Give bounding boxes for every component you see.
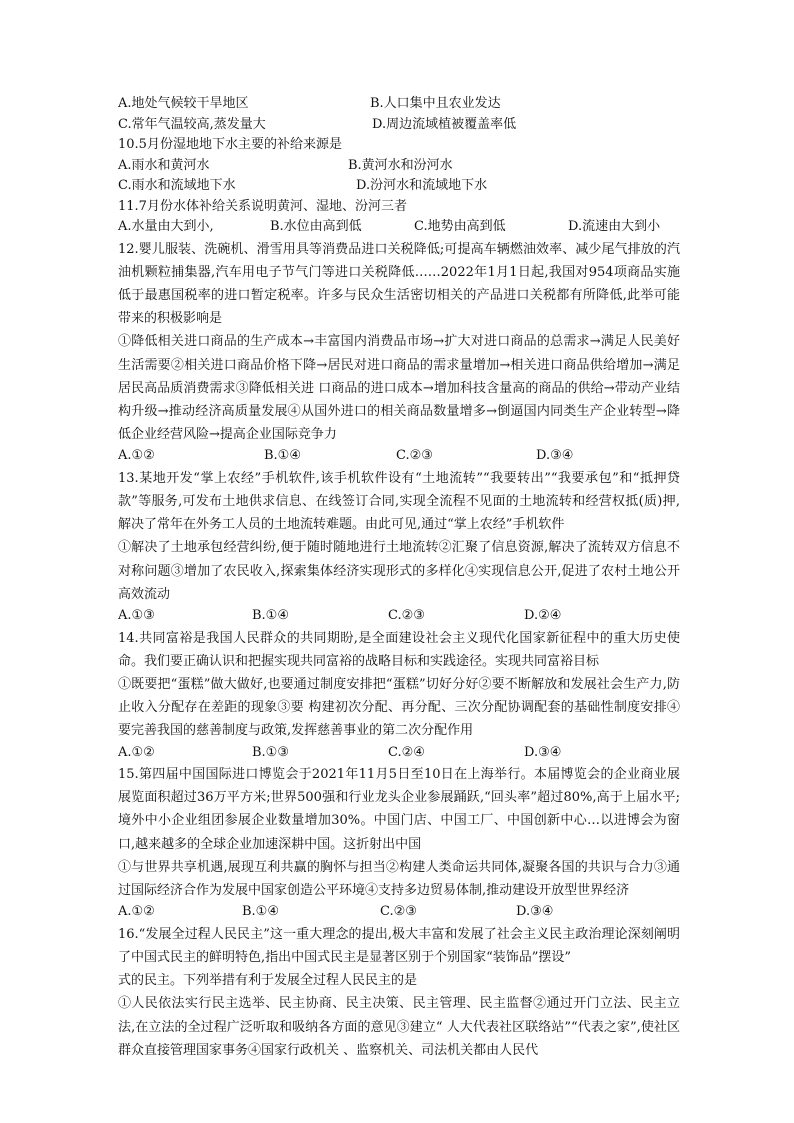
- q10-stem: 10.5月份湿地地下水主要的补给来源是: [118, 137, 342, 152]
- q13-stem: 13.某地开发“掌上农经”手机软件,该手机软件设有“土地流转”“我要转出”“我要承包”和“抵押贷款”等服务,可发布土地供求信息、在线签订合同,实现全流程不见面的土地流转和经营权抵(质)押,解决了常年在外务工人员的土地流转难题。由此可见,通过“掌上农经”手机软件: [118, 470, 680, 533]
- q11-option-c: C.地势由高到低: [414, 219, 506, 234]
- q10-option-c: C.雨水和流域地下水: [118, 178, 236, 193]
- q9-option-a: A.地处气候较干旱地区: [118, 96, 249, 111]
- q16-stem-continued: 式的民主。下列举措有利于发展全过程人民民主的是: [118, 973, 418, 989]
- q12-option-a: A.①②: [118, 448, 155, 464]
- q15-options: [118, 902, 680, 923]
- q16-stem: 16.“发展全过程人民民主”这一重大理念的提出,极大丰富和发展了社会主义民主政治理论深刻阐明了中国式民主的鲜明特色,指出中国式民主是显著区别于个别国家“装饰品”摆设”: [118, 926, 680, 965]
- q12-option-d: D.③④: [536, 448, 574, 464]
- q14-option-c: C.②④: [388, 744, 425, 760]
- q10-options-row2: [118, 176, 680, 197]
- q10-option-b: B.黄河水和汾河水: [348, 157, 453, 173]
- q11-stem: 11.7月份水体补给关系说明黄河、湿地、汾河三者: [118, 198, 407, 214]
- q9-options-row2: [118, 115, 680, 136]
- q13-options: [118, 606, 680, 627]
- q9-options-row1: [118, 94, 680, 115]
- q12-options: [118, 446, 680, 467]
- q14-option-b: B.①③: [252, 744, 289, 760]
- q12-option-c: C.②③: [396, 448, 433, 464]
- q10-option-d: D.汾河水和流域地下水: [356, 178, 488, 193]
- q15-option-c: C.②③: [380, 904, 417, 920]
- q15-stem: 15.第四届中国国际进口博览会于2021年11月5日至10日在上海举行。本届博览会的企业商业展展览面积超过36万平方米;世界500强和行业龙头企业参展踊跃,“回头率”超过80%,高于上届水平;境外中小企业组团参展企业数量增加30%。中国门店、中国工厂、中国创新中心…以进博会为窗口,越来越多的全球企业加速深耕中国。这折射出中国: [118, 767, 680, 852]
- q9-option-d: D.周边流域植被覆盖率低: [372, 116, 517, 132]
- q15-option-a: A.①②: [118, 904, 155, 920]
- q14-stem: 14.共同富裕是我国人民群众的共同期盼,是全面建设社会主义现代化国家新征程中的重大历史使命。我们要正确认识和把握实现共同富裕的战略目标和实践途径。实现共同富裕目标: [118, 630, 680, 669]
- q14-option-d: D.③④: [524, 744, 562, 760]
- q11-option-d: D.流速由大到小: [568, 219, 661, 234]
- q10-options-row1: [118, 156, 680, 177]
- q15-option-b: B.①④: [242, 904, 279, 920]
- q14-options: [118, 743, 680, 764]
- q12-option-b: B.①④: [264, 448, 301, 464]
- q12-statements: ①降低相关进口商品的生产成本→丰富国内消费品市场→扩大对进口商品的总需求→满足人民美好生活需要②相关进口商品价格下降→居民对进口商品的需求量增加→相关进口商品供给增加→满足居民高品质消费需求③降低相关进 口商品的进口成本→增加科技含量高的商品的供给→带动产业结构升级→推动经济高质量发展④从国外进口的相关商品数量增多→倒逼国内同类生产企业转型→降低企业经营风险→提高企业国际竞争力: [118, 334, 680, 443]
- q13-option-d: D.②④: [524, 608, 562, 624]
- q14-statements: ①既要把“蛋糕”做大做好,也要通过制度安排把“蛋糕”切好分好②要不断解放和发展社会生产力,防止收入分配存在差距的现象③要 构建初次分配、再分配、三次分配协调配套的基础性制度安排④要完善我国的慈善制度与政策,发挥慈善事业的第二次分配作用: [118, 676, 680, 739]
- q11-option-a: A.水量由大到小,: [118, 219, 214, 234]
- q9-option-c: C.常年气温较高,蒸发量大: [118, 116, 266, 132]
- q13-option-a: A.①③: [118, 608, 155, 624]
- q13-option-c: C.②③: [388, 608, 425, 624]
- q16-statements: ①人民依法实行民主选举、民主协商、民主决策、民主管理、民主监督②通过开门立法、民主立法,在立法的全过程广泛听取和吸纳各方面的意见③建立“ 人大代表社区联络站”“代表之家”,使社区群众直接管理国家事务④国家行政机关 、监察机关、司法机关都由人民代: [118, 996, 680, 1058]
- exam-page: [118, 94, 680, 1062]
- q13-statements: ①解决了土地承包经营纠纷,便于随时随地进行土地流转②汇聚了信息资源,解决了流转双方信息不对称问题③增加了农民收入,探索集体经济实现形式的多样化④实现信息公开,促进了农村土地公开高效流动: [118, 540, 680, 602]
- q15-option-d: D.③④: [516, 904, 554, 920]
- q11-options: [118, 217, 680, 238]
- q11-option-b: B.水位由高到低: [270, 219, 362, 234]
- q9-option-b: B.人口集中且农业发达: [370, 96, 501, 111]
- q14-option-a: A.①②: [118, 744, 155, 760]
- q12-stem: 12.婴儿服装、洗碗机、滑雪用具等消费品进口关税降低;可提高车辆燃油效率、减少尾气排放的汽油机颗粒捕集器,汽车用电子节气门等进口关税降低……2022年1月1日起,我国对954项商品实施低于最惠国税率的进口暂定税率。许多与民众生活密切相关的产品进口关税都有所降低,此举可能带来的积极影响是: [118, 241, 680, 327]
- q15-statements: ①与世界共享机遇,展现互利共赢的胸怀与担当②构建人类命运共同体,凝聚各国的共识与合力③通过国际经济合作为发展中国家创造公平环境④支持多边贸易体制,推动建设开放型世界经济: [118, 859, 680, 899]
- q13-option-b: B.①④: [252, 608, 289, 624]
- q10-option-a: A.雨水和黄河水: [118, 157, 210, 173]
